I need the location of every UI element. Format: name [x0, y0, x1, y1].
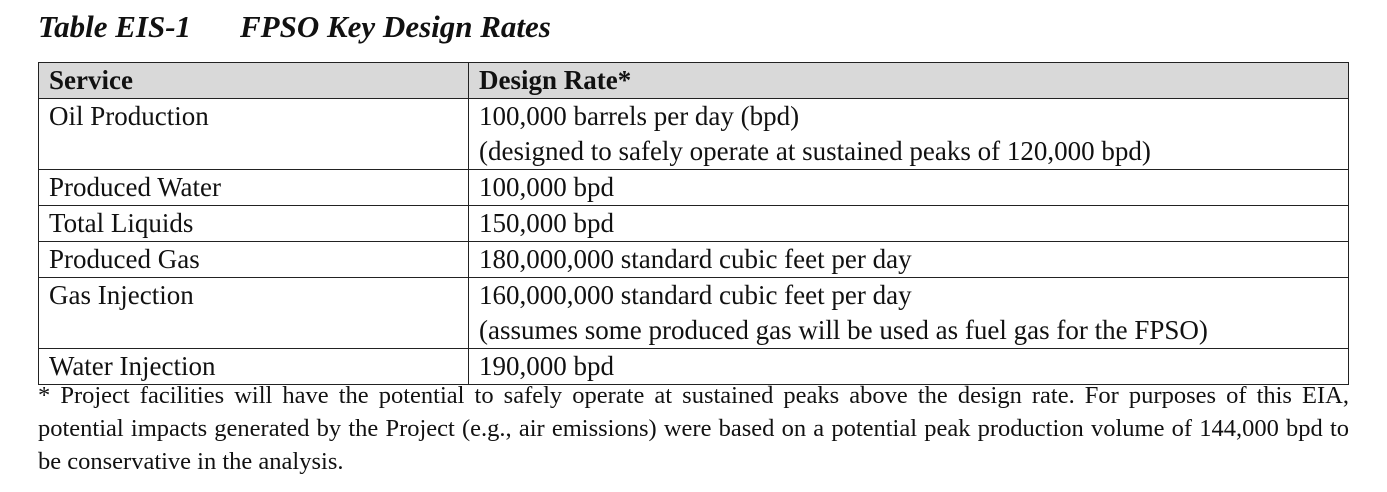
- design-rate-cell: [469, 99, 1349, 170]
- design-rate-line: 190,000 bpd: [479, 351, 614, 381]
- design-rate-note: (assumes some produced gas will be used as fuel gas for the FPSO): [479, 315, 1208, 345]
- table-row: [39, 278, 1349, 349]
- design-rate-line: 180,000,000 standard cubic feet per day: [479, 244, 912, 274]
- table-title: FPSO Key Design Rates: [240, 9, 551, 44]
- service-cell: Total Liquids: [39, 206, 469, 242]
- column-header-design-rate: Design Rate*: [469, 63, 1349, 99]
- design-rate-line: 150,000 bpd: [479, 208, 614, 238]
- design-rate-line: 160,000,000 standard cubic feet per day: [479, 280, 912, 310]
- service-cell: Produced Gas: [39, 242, 469, 278]
- service-cell: Water Injection: [39, 349, 469, 385]
- design-rate-cell: [469, 206, 1349, 242]
- design-rate-line: 100,000 barrels per day (bpd): [479, 101, 800, 131]
- table-row: [39, 242, 1349, 278]
- table-footnote: * Project facilities will have the potential to safely operate at sustained peaks above the design rate. For purposes of this EIA, potential impacts generated by the Project (e.g., air emissions) were based on a potential peak production volume of 144,000 bpd to be conservative in the analysis.: [38, 382, 1349, 475]
- table-row: [39, 206, 1349, 242]
- design-rate-note: (designed to safely operate at sustained peaks of 120,000 bpd): [479, 136, 1151, 166]
- design-rate-line: 100,000 bpd: [479, 172, 614, 202]
- service-cell: Produced Water: [39, 170, 469, 206]
- service-cell: Oil Production: [39, 99, 469, 170]
- table-row: [39, 99, 1349, 170]
- design-rate-cell: [469, 242, 1349, 278]
- design-rate-cell: [469, 278, 1349, 349]
- design-rates-table: [38, 62, 1349, 385]
- table-caption: [38, 8, 551, 46]
- service-cell: Gas Injection: [39, 278, 469, 349]
- table-row: [39, 170, 1349, 206]
- design-rate-cell: [469, 170, 1349, 206]
- table-number: Table EIS-1: [38, 9, 192, 44]
- column-header-service: Service: [39, 63, 469, 99]
- table-header-row: [39, 63, 1349, 99]
